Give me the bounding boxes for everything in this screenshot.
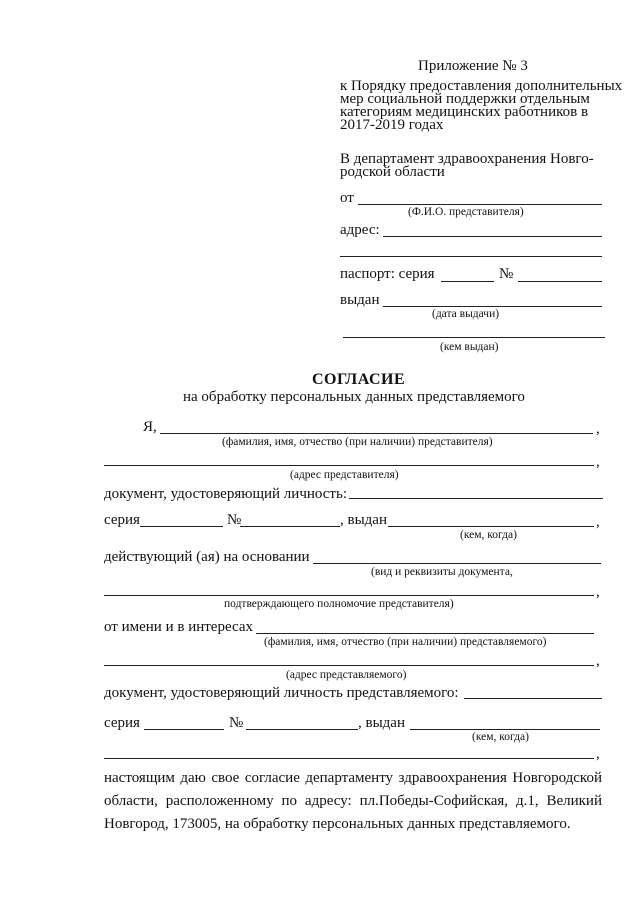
repd-fio-caption: (фамилия, имя, отчество (при наличии) представляемого)	[264, 636, 547, 648]
from-label: от	[340, 190, 354, 206]
basis-doc-field-2[interactable]	[104, 595, 594, 596]
appendix-ref-line2: мер социальной поддержки отдельным	[340, 91, 590, 107]
series-field-2[interactable]	[144, 729, 224, 730]
series-label-2: серия	[104, 715, 140, 731]
address-label: адрес:	[340, 222, 380, 238]
from-caption: (Ф.И.О. представителя)	[408, 206, 524, 218]
comma: ,	[596, 584, 600, 600]
doc-caption-part1: (вид и реквизиты документа,	[371, 566, 513, 578]
issued-by-when-caption-2: (кем, когда)	[472, 731, 529, 743]
repd-address-field[interactable]	[104, 665, 594, 666]
repd-id-doc-field[interactable]	[464, 698, 602, 699]
comma: ,	[596, 454, 600, 470]
rep-address-field[interactable]	[104, 465, 594, 466]
passport-number-field[interactable]	[518, 281, 602, 282]
from-field-line[interactable]	[358, 204, 602, 205]
id-doc-field[interactable]	[349, 498, 603, 499]
number-field[interactable]	[240, 526, 340, 527]
comma: ,	[596, 653, 600, 669]
passport-series-label: паспорт: серия	[340, 266, 435, 282]
recipient-line2: родской области	[340, 164, 445, 180]
repd-id-doc-label: документ, удостоверяющий личность представляемого:	[104, 685, 459, 701]
passport-series-field[interactable]	[441, 281, 494, 282]
basis-doc-field[interactable]	[313, 563, 601, 564]
id-doc-label: документ, удостоверяющий личность:	[104, 486, 347, 502]
on-behalf-label: от имени и в интересах	[104, 619, 253, 635]
issued-by-when-caption: (кем, когда)	[460, 529, 517, 541]
consent-body-text: настоящим даю свое согласие департаменту здравоохранения Новгородской области, расположенному по адресу: пл.Победы-Софийская, д.1, Великий Новгород, 173005, на обработку персональных данных представляемого.	[104, 770, 602, 832]
doc-caption-part2: подтверждающего полномочие представителя)	[224, 598, 454, 610]
comma: ,	[596, 514, 600, 530]
address-field-line-2[interactable]	[340, 256, 602, 257]
issued-label-3: , выдан	[358, 715, 405, 731]
acting-label: действующий (ая) на основании	[104, 549, 310, 565]
repd-fio-field[interactable]	[256, 633, 594, 634]
rep-fio-field[interactable]	[160, 433, 593, 434]
series-label: серия	[104, 512, 140, 528]
issue-date-caption: (дата выдачи)	[432, 308, 500, 320]
issued-field-2-continued[interactable]	[104, 758, 594, 759]
rep-fio-caption: (фамилия, имя, отчество (при наличии) представителя)	[222, 436, 493, 448]
rep-address-caption: (адрес представителя)	[290, 469, 399, 481]
issued-field[interactable]	[388, 526, 594, 527]
consent-subtitle: на обработку персональных данных представляемого	[183, 389, 525, 405]
appendix-number: Приложение № 3	[418, 58, 528, 74]
issued-by-caption: (кем выдан)	[440, 341, 499, 353]
appendix-ref-line4: 2017-2019 годах	[340, 117, 444, 133]
passport-number-sign: №	[499, 266, 514, 282]
appendix-ref-line3: категориям медицинских работников в	[340, 104, 589, 120]
recipient-line1: В департамент здравоохранения Новго-	[340, 151, 594, 167]
consent-title: СОГЛАСИЕ	[312, 371, 406, 388]
issued-field-2[interactable]	[410, 729, 600, 730]
issued-field-line[interactable]	[383, 306, 602, 307]
issued-by-field-line[interactable]	[343, 337, 605, 338]
repd-address-caption: (адрес представляемого)	[286, 669, 407, 681]
number-sign-2: №	[229, 715, 244, 731]
number-sign: №	[227, 512, 242, 528]
issued-label-2: , выдан	[340, 512, 387, 528]
i-label: Я,	[143, 419, 157, 435]
comma: ,	[596, 421, 600, 437]
address-field-line[interactable]	[383, 236, 602, 237]
comma: ,	[596, 746, 600, 762]
issued-label: выдан	[340, 292, 380, 308]
number-field-2[interactable]	[246, 729, 358, 730]
appendix-ref-line1: к Порядку предоставления дополнительных	[340, 78, 623, 94]
series-field[interactable]	[140, 526, 223, 527]
